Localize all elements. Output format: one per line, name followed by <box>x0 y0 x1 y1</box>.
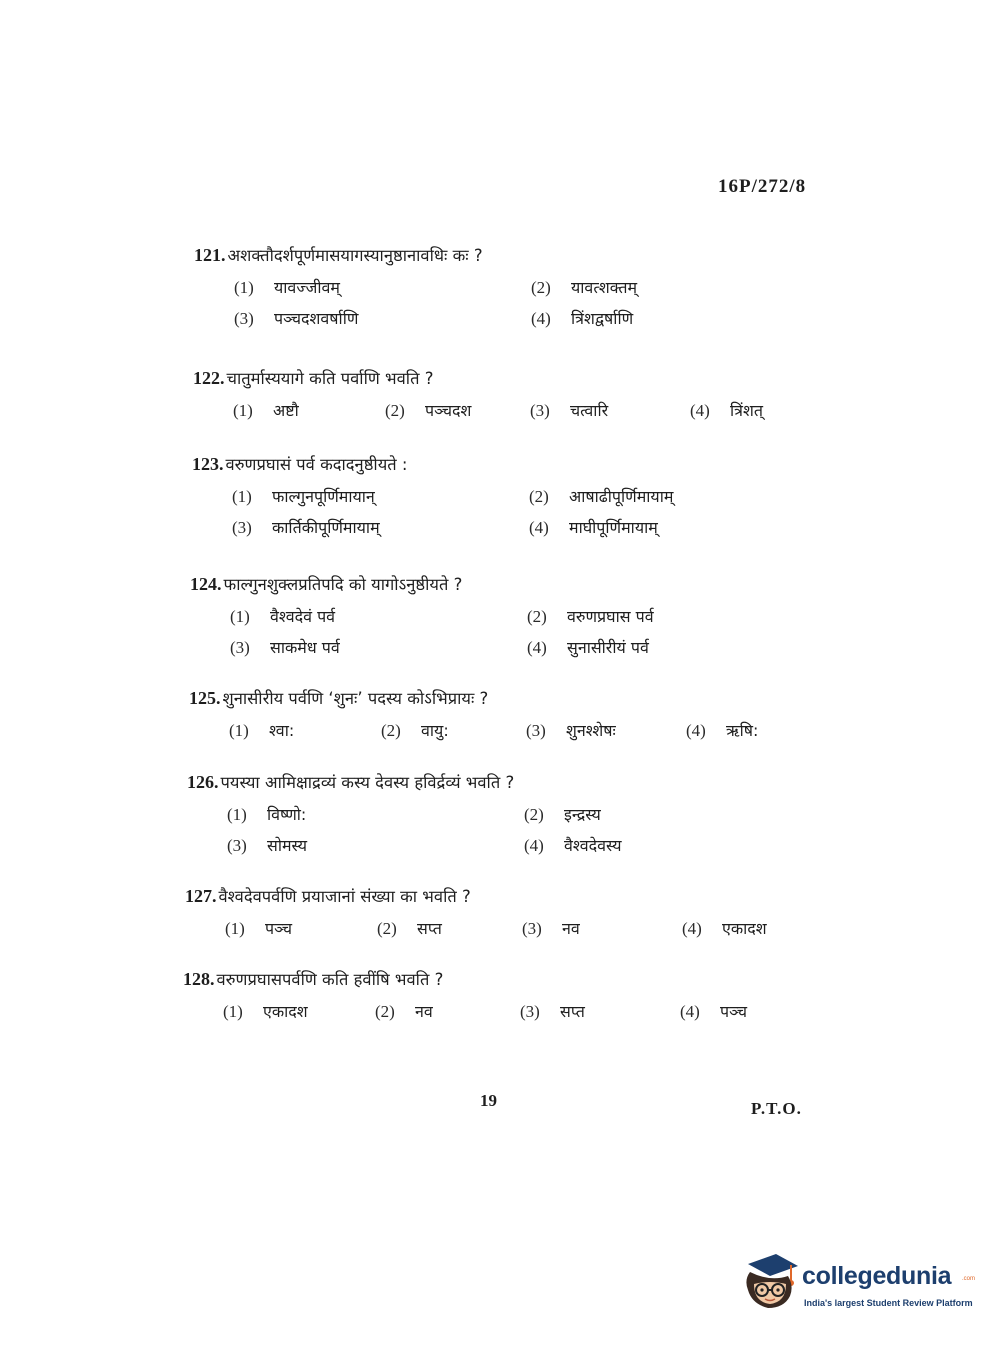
question-number: 123. <box>192 454 224 474</box>
question-123 <box>192 452 892 538</box>
logo-domain-suffix: .com <box>962 1276 976 1282</box>
mascot-icon <box>740 1250 802 1314</box>
option-4: (4) पञ्च <box>680 1002 748 1021</box>
option-4: (4) ऋषि: <box>686 721 759 740</box>
question-number: 126. <box>187 772 219 792</box>
option-4: (4) वैश्वदेवस्य <box>524 836 622 855</box>
question-text: शुनासीरीय पर्वणि ‘शुनः’ पदस्य कोऽभिप्रायः ? <box>222 689 489 708</box>
question-125 <box>189 686 889 741</box>
pto-label: P.T.O. <box>751 1099 802 1118</box>
page-number: 19 <box>480 1091 497 1110</box>
option-1: (1) यावज्जीवम् <box>234 278 340 297</box>
options <box>234 276 894 329</box>
option-4: (4) एकादश <box>682 919 767 938</box>
question-121 <box>194 243 894 329</box>
logo-tagline: India's largest Student Review Platform <box>804 1298 973 1308</box>
question-128 <box>183 967 883 1022</box>
question-text: वैश्वदेवपर्वणि प्रयाजानां संख्या का भवति ? <box>218 887 471 906</box>
option-3: (3) साकमेध पर्व <box>230 638 340 657</box>
option-2: (2) आषाढीपूर्णिमायाम् <box>529 487 674 506</box>
option-3: (3) नव <box>522 919 580 938</box>
options <box>229 719 889 741</box>
option-3: (3) सोमस्य <box>227 836 308 855</box>
question-number: 124. <box>190 574 222 594</box>
question-number: 128. <box>183 969 215 989</box>
option-2: (2) इन्द्रस्य <box>524 805 601 824</box>
option-3: (3) चत्वारि <box>530 401 609 420</box>
options <box>227 803 887 856</box>
question-number: 121. <box>194 245 226 265</box>
paper-code: 16P/272/8 <box>718 176 807 197</box>
question-number: 122. <box>193 368 225 388</box>
option-2: (2) पञ्चदश <box>385 401 472 420</box>
option-1: (1) पञ्च <box>225 919 293 938</box>
option-4: (4) त्रिंशद्वर्षाणि <box>531 309 634 328</box>
question-text: अशक्तौदर्शपूर्णमासयागस्यानुष्ठानावधिः कः ? <box>227 246 483 265</box>
options <box>230 605 890 658</box>
logo-wordmark: collegedunia <box>802 1262 952 1290</box>
collegedunia-logo <box>740 1250 976 1320</box>
option-2: (2) वरुणप्रघास पर्व <box>527 607 654 626</box>
option-1: (1) श्वा: <box>229 721 295 740</box>
options <box>223 1000 883 1022</box>
option-3: (3) कार्तिकीपूर्णिमायाम् <box>232 518 380 537</box>
question-124 <box>190 572 890 658</box>
option-1: (1) अष्टौ <box>233 401 299 420</box>
question-text: वरुणप्रघासं पर्व कदादनुष्ठीयते : <box>225 455 408 474</box>
question-text: चातुर्मास्ययागे कति पर्वाणि भवति ? <box>226 369 434 388</box>
option-3: (3) सप्त <box>520 1002 585 1021</box>
question-number: 127. <box>185 886 217 906</box>
question-text: फाल्गुनशुक्लप्रतिपदि को यागोऽनुष्ठीयते ? <box>223 575 463 594</box>
question-number: 125. <box>189 688 221 708</box>
option-4: (4) माघीपूर्णिमायाम् <box>529 518 658 537</box>
question-122 <box>193 366 893 421</box>
options <box>232 485 892 538</box>
option-3: (3) पञ्चदशवर्षाणि <box>234 309 359 328</box>
options <box>233 399 893 421</box>
question-127 <box>185 884 885 939</box>
question-text: पयस्या आमिक्षाद्रव्यं कस्य देवस्य हविर्द्रव्यं भवति ? <box>220 773 515 792</box>
option-1: (1) एकादश <box>223 1002 308 1021</box>
option-2: (2) सप्त <box>377 919 442 938</box>
option-4: (4) सुनासीरीयं पर्व <box>527 638 649 657</box>
option-3: (3) शुनश्शेषः <box>526 721 616 740</box>
question-126 <box>187 770 887 856</box>
option-1: (1) फाल्गुनपूर्णिमायान् <box>232 487 375 506</box>
question-text: वरुणप्रघासपर्वणि कति हवींषि भवति ? <box>216 970 444 989</box>
option-4: (4) त्रिंशत् <box>690 401 763 420</box>
option-1: (1) विष्णो: <box>227 805 307 824</box>
option-2: (2) वायु: <box>381 721 449 740</box>
option-2: (2) यावत्शक्तम् <box>531 278 638 297</box>
options <box>225 917 885 939</box>
option-2: (2) नव <box>375 1002 433 1021</box>
option-1: (1) वैश्वदेवं पर्व <box>230 607 336 626</box>
